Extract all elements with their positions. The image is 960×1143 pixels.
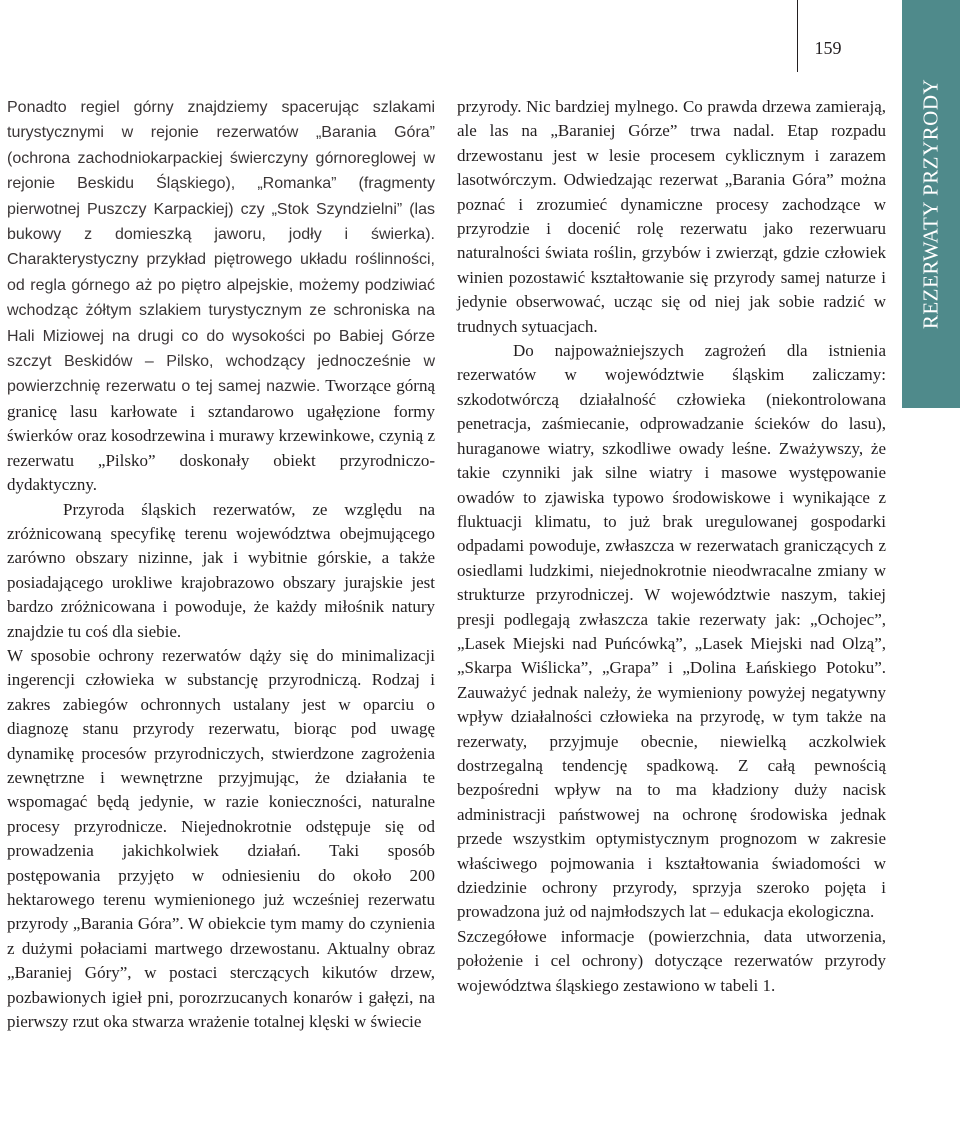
header-divider xyxy=(797,0,798,72)
paragraph: przyrody. Nic bardziej mylnego. Co prawda drzewa zamierają, ale las na „Baraniej Górze” trwa nadal. Etap rozpadu drzewostanu jest w lesie procesem cyklicznym i zarazem lasotwórczym. Odwiedzając rezerwat „Barania Góra” można poznać i zrozumieć dynamiczne procesy zachodzące w przyrodzie i docenić rolę rezerwatu jako rezerwuaru naturalności świata roślin, grzybów i zwierząt, gdzie człowiek winien pozostawić kształtowanie się przyrody samej naturze i jedynie obserwować, ucząc się od niej jak sobie radzić w trudnych sytuacjach. xyxy=(457,97,886,336)
paragraph: Do najpoważniejszych zagrożeń dla istnienia rezerwatów w województwie śląskim zaliczamy: szkodotwórczą działalność człowieka (niekontrolowana penetracja, zaśmiecanie, odprowadzanie ścieków do lasu), huraganowe wiatry, szkodliwe owady leśne. Zważywszy, że takie czynniki jak silne wiatry i masowe występowanie owadów to zjawiska typowo środowiskowe i wynikające z fluktuacji klimatu, to już brak uregulowanej gospodarki odpadami powoduje, zwłaszcza w rezerwatach graniczących z osiedlami ludzkimi, niejednokrotnie nieodwracalne zmiany w strukturze przyrodniczej. W województwie naszym, takiej presji podlegają zwłaszcza takie rezerwaty jak: „Ochojec”, „Lasek Miejski nad Puńcówką”, „Lasek Miejski nad Olzą”, „Skarpa Wiślicka”, „Grapa” i „Dolina Łańskiego Potoku”. Zauważyć jednak należy, że wymieniony powyżej negatywny wpływ działalności człowieka na przyrodę, w tym także na rezerwaty, przyjmuje obecnie, niewielką aczkolwiek dostrzegalną tendencję spadkową. Z całą pewnością bezpośredni wpływ na to ma kładziony duży nacisk administracji państwowej na ochronę środowiska jednak przede wszystkim optymistycznym prognozom w zakresie właściwego pojmowania i kształtowania świadomości w dziedzinie ochrony przyrody, sprzyja szeroko pojęta i prowadzona już od najmłodszych lat – edukacja ekologiczna. xyxy=(457,341,886,922)
paragraph: W sposobie ochrony rezerwatów dąży się do minimalizacji ingerencji człowieka w substancję przyrodniczą. Rodzaj i zakres zabiegów ochronnych ustalany jest w oparciu o diagnozę stanu przyrody rezerwatu, biorąc pod uwagę dynamikę procesów przyrodniczych, stwierdzone zagrożenia zewnętrzne i wewnętrzne przyjmując, że działania te wspomagać będą jedynie, w razie konieczności, naturalne procesy przyrodnicze. Niejednokrotnie odstępuje się od prowadzenia jakichkolwiek działań. Taki sposób postępowania przyjęto w odniesieniu do około 200 hektarowego terenu wymienionego już wcześniej rezerwatu przyrody „Barania Góra”. W obiekcie tym mamy do czynienia z dużymi połaciami martwego drzewostanu. Aktualny obraz „Baraniej Góry”, w postaci sterczących kikutów drzew, pozbawionych igieł pni, porozrzucanych konarów i gałęzi, na pierwszy rzut oka stwarza wrażenie totalnej klęski w świecie xyxy=(7,645,435,1032)
paragraph xyxy=(7,95,435,498)
paragraph-serif-part: Tworzące górną granicę lasu karłowate i sztandarowo ugałęzione formy świerków oraz kosodrzewina i murawy krzewinkowe, czynią z rezerwatu „Pilsko” doskonały obiekt przyrodniczo-dydaktyczny. xyxy=(7,376,436,495)
section-tab-label: REZERWATY PRZYRODY xyxy=(918,78,943,330)
section-tab xyxy=(902,0,960,408)
paragraph: Szczegółowe informacje (powierzchnia, data utworzenia, położenie i cel ochrony) dotyczące rezerwatów przyrody województwa śląskiego zestawiono w tabeli 1. xyxy=(457,926,886,995)
paragraph-sans-part: Ponadto regiel górny znajdziemy spacerując szlakami turystycznymi w rejonie rezerwatów „Barania Góra” (ochrona zachodniokarpackiej świerczyny górnoreglowej w rejonie Beskidu Śląskiego), „Romanka” (fragmenty pierwotnej Puszczy Karpackiej) czy „Stok Szyndzielni” (las bukowy z domieszką jaworu, jodły i świerka). Charakterystyczny przykład piętrowego układu roślinności, od regla górnego aż po piętro alpejskie, możemy podziwiać wchodząc żółtym szlakiem turystycznym ze schroniska na Hali Miziowej na drugi co do wysokości po Babiej Górze szczyt Beskidów – Pilsko, wchodzący jednocześnie w powierzchnię rezerwatu o tej samej nazwie. xyxy=(7,99,435,396)
right-text-column xyxy=(457,95,886,998)
page-number: 159 xyxy=(814,38,842,58)
paragraph: Przyroda śląskich rezerwatów, ze względu na zróżnicowaną specyfikę terenu województwa obejmującego zarówno obszary nizinne, jak i wybitnie górskie, a także posiadającego urokliwe krajobrazowo obszary jurajskie jest bardzo zróżnicowana i powoduje, że każdy miłośnik natury znajdzie tu coś dla siebie. xyxy=(7,499,435,641)
left-text-column xyxy=(7,95,435,1034)
